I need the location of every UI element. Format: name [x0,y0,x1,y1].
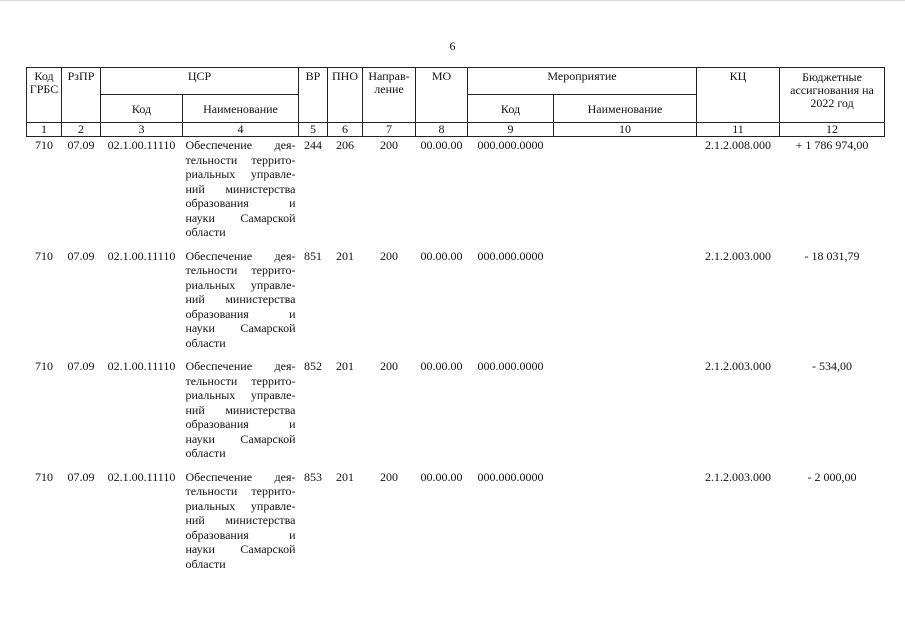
cell-amount: - 2 000,00 [807,469,857,484]
column-number: 4 [183,123,299,137]
name-line: ний министерства [185,513,296,527]
page-top-edge [0,0,905,1]
cell-grbs: 710 [35,469,53,484]
name-line: Обеспечение дея- [185,469,296,484]
cell-napr: 200 [380,248,398,263]
column-number: 10 [554,123,697,137]
cell-rzpr: 07.09 [67,138,95,152]
name-line: образования и [185,306,296,321]
name-line: области [185,335,226,350]
name-line: Обеспечение дея- [185,248,296,263]
header-csr: ЦСР [101,68,299,95]
header-csr-kod: Код [101,95,183,123]
name-line: области [185,225,226,239]
column-number: 9 [468,123,554,137]
cell-grbs: 710 [35,359,53,373]
cell-csr: 02.1.00.11110 [107,359,176,373]
cell-csr: 02.1.00.11110 [107,248,176,263]
cell-mo: 00.00.00 [420,469,463,484]
name-line: риальных управле- [185,388,296,402]
cell-vr: 244 [304,138,322,152]
cell-kc: 2.1.2.008.000 [705,138,772,152]
name-line: риальных управле- [185,277,296,292]
cell-mo: 00.00.00 [420,359,463,373]
name-line: области [185,556,226,571]
cell-name [183,248,299,359]
name-line: ний министерства [185,402,296,417]
cell-grbs: 710 [35,138,53,152]
header-pno: ПНО [328,68,363,123]
name-line: образования и [185,527,296,542]
page-number: 6 [449,39,456,53]
table-row [27,137,885,248]
table-row [27,248,885,359]
column-number: 5 [299,123,328,137]
table-row [27,469,885,580]
cell-kc: 2.1.2.003.000 [705,359,772,373]
name-line: области [185,446,226,460]
name-line: образования и [185,417,296,431]
column-number: 2 [62,123,101,137]
cell-kc: 2.1.2.003.000 [705,248,772,263]
header-mer-kod: Код [468,95,554,123]
name-line: риальных управле- [185,498,296,513]
cell-mo: 00.00.00 [420,138,463,152]
name-line: науки Самарской [185,321,296,335]
cell-rzpr: 07.09 [67,469,95,484]
column-number: 1 [27,123,62,137]
cell-amount: - 18 031,79 [804,248,860,263]
cell-mer-name [554,358,697,469]
header-csr-name: Наименование [183,95,299,123]
cell-mer-kod: 000.000.0000 [477,359,544,373]
header-kc: КЦ [697,68,780,123]
cell-csr: 02.1.00.11110 [107,138,176,152]
name-line: ний министерства [185,292,296,306]
cell-mer-name [554,137,697,248]
cell-mer-name [554,469,697,580]
cell-napr: 200 [380,138,398,152]
header-vr: ВР [299,68,328,123]
column-number: 11 [697,123,780,137]
column-number: 12 [780,123,885,137]
cell-vr: 853 [304,469,322,484]
cell-pno: 201 [336,248,354,263]
cell-amount: + 1 786 974,00 [795,138,869,152]
cell-mer-kod: 000.000.0000 [477,469,544,484]
name-line: тельности террито- [185,373,296,388]
cell-mer-kod: 000.000.0000 [477,138,544,152]
column-number: 6 [328,123,363,137]
cell-mo: 00.00.00 [420,248,463,263]
cell-napr: 200 [380,359,398,373]
cell-amount: - 534,00 [812,359,853,373]
cell-grbs: 710 [35,248,53,263]
column-number: 8 [416,123,468,137]
header-row-1 [27,68,885,95]
cell-name [183,469,299,580]
header-napravlenie: Направ-ление [363,68,416,123]
cell-name [183,137,299,248]
name-line: науки Самарской [185,210,296,225]
name-line: тельности террито- [185,152,296,167]
name-line: тельности террито- [185,484,296,498]
cell-kc: 2.1.2.003.000 [705,469,772,484]
cell-mer-name [554,248,697,359]
header-mo: МО [416,68,468,123]
name-line: ний министерства [185,181,296,196]
header-mer-name: Наименование [554,95,697,123]
name-line: науки Самарской [185,431,296,446]
cell-rzpr: 07.09 [67,248,95,263]
column-number: 3 [101,123,183,137]
header-rzpr: РзПР [62,68,101,123]
cell-mer-kod: 000.000.0000 [477,248,544,263]
cell-pno: 201 [336,359,354,373]
cell-napr: 200 [380,469,398,484]
cell-name [183,358,299,469]
name-line: Обеспечение дея- [185,359,296,373]
budget-table [26,67,885,579]
header-budget: Бюджетные ассигнования на 2022 год [780,68,885,123]
cell-vr: 852 [304,359,322,373]
table-row [27,358,885,469]
column-number: 7 [363,123,416,137]
column-number-row [27,123,885,137]
cell-rzpr: 07.09 [67,359,95,373]
name-line: науки Самарской [185,542,296,556]
name-line: образования и [185,196,296,210]
cell-vr: 851 [304,248,322,263]
name-line: тельности террито- [185,263,296,277]
header-kod-grbs: Код ГРБС [27,68,62,123]
cell-pno: 201 [336,469,354,484]
cell-csr: 02.1.00.11110 [107,469,176,484]
header-meropriyatie: Мероприятие [468,68,697,95]
name-line: риальных управле- [185,167,296,181]
cell-pno: 206 [336,138,354,152]
name-line: Обеспечение дея- [185,138,296,152]
